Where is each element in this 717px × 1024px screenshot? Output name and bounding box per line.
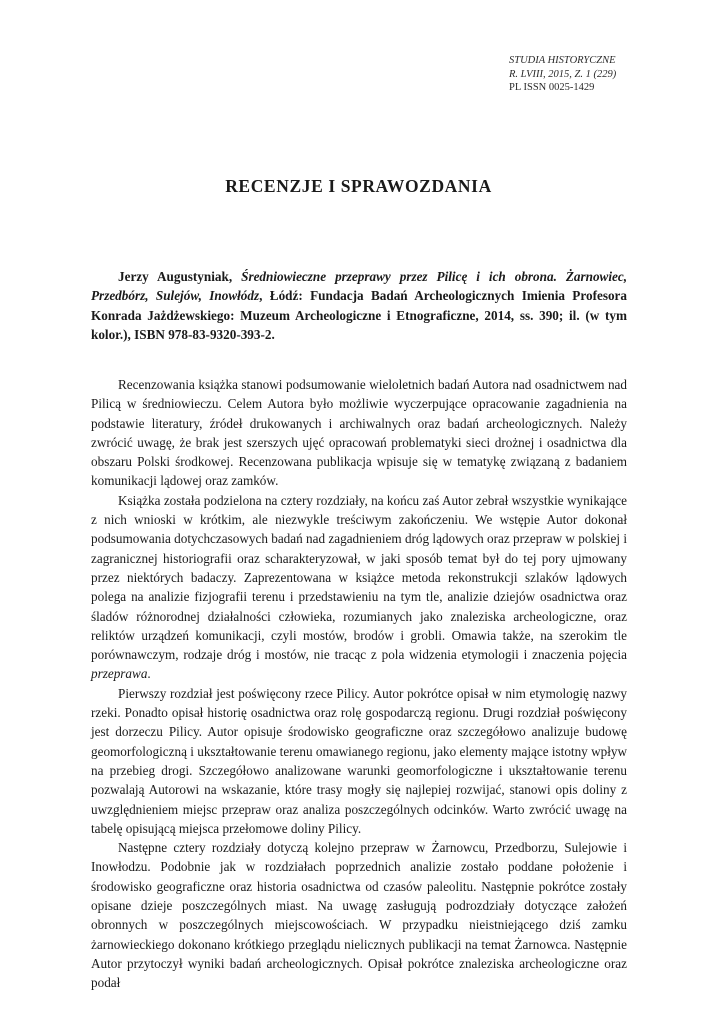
journal-volume: R. LVIII, 2015, Z. 1 (229) <box>509 68 617 80</box>
review-author: Jerzy Augustyniak, <box>118 269 233 284</box>
paragraph-2 <box>91 491 627 684</box>
paragraph-2-end: . <box>147 666 151 682</box>
review-body <box>91 375 627 993</box>
book-title: Średniowieczne przeprawy przez Pilicę i ich obrona. Żarnowiec, Przedbórz, Sulejów, Inowłódz <box>91 269 628 304</box>
journal-name: STUDIA HISTORYCZNE <box>509 55 616 66</box>
paragraph-2-text: Książka została podzielona na cztery rozdziały, na końcu zaś Autor zebrał wszystkie wynikające z nich wnioski w krótkim, ale niezwykle treściwym zakończeniu. We wstępie Autor dokonał podsumowania dotychczasowych badań nad zagadnieniem dróg lądowych oraz przepraw w polskiej i zagranicznej historiografii oraz scharakteryzował, w jaki sposób temat był do tej pory ujmowany przez niektórych badaczy. Zaprezentowana w książce metoda rekonstrukcji szlaków lądowych polega na analizie fizjografii terenu i przedstawieniu na tym tle, analizie dziejów osadnictwa oraz śladów różnorodnej działalności człowieka, rozumianych jako znaleziska archeologiczne, oraz reliktów urządzeń komunikacji, czyli mostów, brodów i grobli. Omawia także, na szerokim tle porównawczym, rodzaje dróg i mostów, nie tracąc z pola widzenia etymologii i znaczenia pojęcia <box>91 492 627 663</box>
paragraph-3: Pierwszy rozdział jest poświęcony rzece Pilicy. Autor pokrótce opisał w nim etymologię nazwy rzeki. Ponadto opisał historię osadnictwa oraz rolę gospodarczą regionu. Drugi rozdział poświęcony jest dorzeczu Pilicy. Autor opisuje środowisko geograficzne oraz szczegółowo analizuje budowę geomorfologiczną i ukształtowanie terenu omawianego regionu, jako elementy mające istotny wpływ na przebieg drogi. Szczegółowo analizowane warunki geomorfologiczne i ukształtowanie terenu pozwalają Autorowi na wskazanie, które trasy mogły się najlepiej rozwijać, stanowi opis doliny z uwzględnieniem miejsc przepraw oraz analiza poszczególnych odcinków. Warto zwrócić uwagę na tabelę opisującą miejsca przełomowe doliny Pilicy. <box>91 685 627 836</box>
publication-details: , Łódź: Fundacja Badań Archeologicznych Imienia Profesora Konrada Jażdżewskiego: Muzeum Archeologiczne i Etnograficzne, 2014, ss. 390; il. (w tym kolor.), ISBN 978-83-9320-393-2. <box>91 288 627 342</box>
bibliographic-entry <box>91 267 627 344</box>
paragraph-2-term: przeprawa <box>91 666 148 682</box>
section-title: RECENZJE I SPRAWOZDANIA <box>225 176 492 196</box>
paragraph-1: Recenzowania książka stanowi podsumowanie wieloletnich badań Autora nad osadnictwem nad Pilicą w średniowieczu. Celem Autora było możliwie wyczerpujące opracowanie zagadnienia na podstawie literatury, źródeł drukowanych i archiwalnych oraz badań archeologicznych. Należy zwrócić uwagę, że brak jest szerszych ujęć opracowań problematyki sieci drożnej i osadnictwa dla obszaru Polski środkowej. Recenzowana publikacja wpisuje się w tematykę związaną z badaniem komunikacji lądowej oraz zamków. <box>91 377 627 489</box>
paragraph-4: Następne cztery rozdziały dotyczą kolejno przepraw w Żarnowcu, Przedborzu, Sulejowie i Inowłodzu. Podobnie jak w rozdziałach poprzednich analizie zostało poddane położenie i środowisko geograficzne oraz historia osadnictwa od czasów paleolitu. Następnie pokrótce zostały opisane dzieje poszczególnych miast. Na uwagę zasługują podrozdziały dotyczące założeń obronnych w poszczególnych miejscowościach. W przypadku nieistniejącego dziś zamku żarnowieckiego dokonano krótkiego przeglądu nielicznych publikacji na temat Żarnowca. Następnie Autor przytoczył wyniki badań archeologicznych. Opisał pokrótce znaleziska archeologiczne oraz podał <box>91 840 627 991</box>
journal-header <box>509 54 689 95</box>
journal-issn: PL ISSN 0025-1429 <box>509 82 595 93</box>
